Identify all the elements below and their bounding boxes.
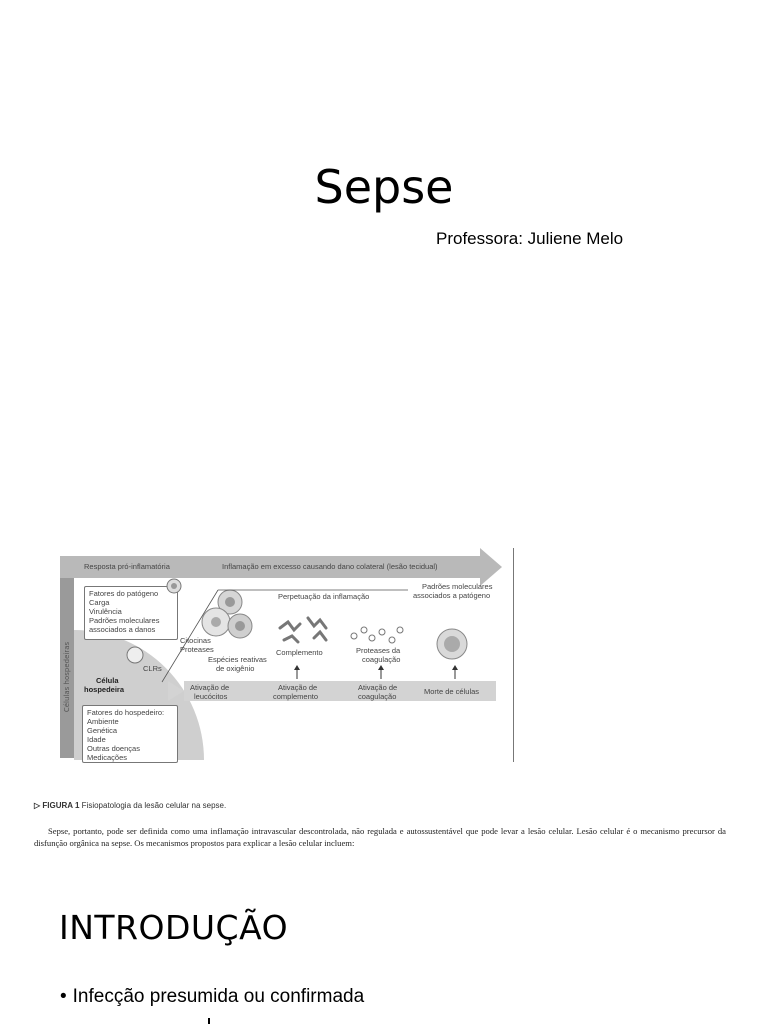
proteases-label: Proteases [180, 645, 214, 654]
list-item-text: Infecção presumida ou confirmada [72, 986, 365, 1007]
complement-label: Complemento [276, 648, 323, 657]
stage-complement-1: Ativação de [278, 683, 318, 692]
host-factor-environment: Ambiente [87, 717, 119, 726]
stage-coagulation-1: Ativação de [358, 683, 398, 692]
bullet-list [60, 984, 364, 1010]
stage-coagulation-2: coagulação [358, 692, 397, 701]
perpetuation-label: Perpetuação da inflamação [278, 592, 370, 601]
host-cell-label-2: hospedeira [84, 685, 125, 694]
host-factor-medications: Medicações [87, 753, 128, 762]
ros-label-2: de oxigênio [216, 664, 255, 673]
pathogen-factors-title: Fatores do patógeno [89, 589, 159, 598]
pamps-label-2: associados a patógeno [413, 591, 491, 600]
cut-off-bullet-fragment [208, 1018, 210, 1024]
host-factor-age: Idade [87, 735, 106, 744]
host-factors-box [82, 705, 178, 763]
body-paragraph: Sepse, portanto, pode ser definida como uma inflamação intravascular descontrolada, não regulada e autossustentável que pode levar a lesão celular. Lesão celular é o mecanismo precursor da disfunção orgânica na sepse. Os mecanismos propostos para explicar a lesão celular incluem: [34, 826, 726, 848]
figure-right-border [513, 548, 514, 762]
pathogen-factor-damps-1: Padrões moleculares [89, 616, 160, 625]
section-heading: INTRODUÇÃO [59, 908, 289, 947]
pathophysiology-figure [60, 548, 520, 763]
stages-arrow [168, 681, 184, 701]
host-factor-genetics: Genética [87, 726, 118, 735]
list-item [60, 984, 364, 1010]
arrow-up-icon [378, 665, 384, 679]
receptor-icon [124, 644, 146, 666]
excess-inflammation-label: Inflamação em excesso causando dano colateral (lesão tecidual) [222, 562, 438, 571]
host-factors-title: Fatores do hospedeiro: [87, 708, 165, 717]
pathogen-factor-damps-2: associados a danos [89, 625, 156, 634]
inflammation-arrowhead [480, 548, 502, 586]
bullet-icon: • [60, 986, 67, 1007]
host-factor-other-diseases: Outras doenças [87, 744, 140, 753]
pathogen-factor-virulence: Virulência [89, 607, 122, 616]
dying-cell-icon [434, 626, 470, 662]
cytokines-label: Citocinas [180, 636, 211, 645]
figure-caption-text: Fisiopatologia da lesão celular na sepse. [81, 801, 227, 810]
stage-complement-2: complemento [273, 692, 319, 701]
coag-proteases-label-2: coagulação [362, 655, 401, 664]
complement-icon [274, 608, 334, 648]
coagulation-proteases-icon [348, 624, 408, 648]
proinflammatory-label: Resposta pró-inflamatória [84, 562, 170, 571]
host-cells-side-bar [60, 578, 74, 758]
pamps-label-1: Padrões moleculares [422, 582, 493, 591]
coag-proteases-label-1: Proteases da [356, 646, 401, 655]
figure-caption-prefix: ▷ FIGURA 1 [34, 801, 80, 810]
stage-leukocytes-1: Ativação de [190, 683, 230, 692]
clrs-label: CLRs [143, 664, 162, 673]
slide-title: Sepse [314, 160, 454, 214]
slide-subtitle: Professora: Juliene Melo [436, 229, 624, 248]
stage-cell-death: Morte de células [424, 687, 480, 696]
arrow-up-icon [452, 665, 458, 679]
arrow-up-icon [294, 665, 300, 679]
stage-leukocytes-2: leucócitos [194, 692, 228, 701]
pathogen-factor-load: Carga [89, 598, 110, 607]
host-cell-label-1: Célula [96, 676, 119, 685]
figure-caption [34, 801, 226, 810]
ros-label-1: Espécies reativas [208, 655, 267, 664]
host-cells-side-label: Células hospedeiras [63, 641, 71, 713]
